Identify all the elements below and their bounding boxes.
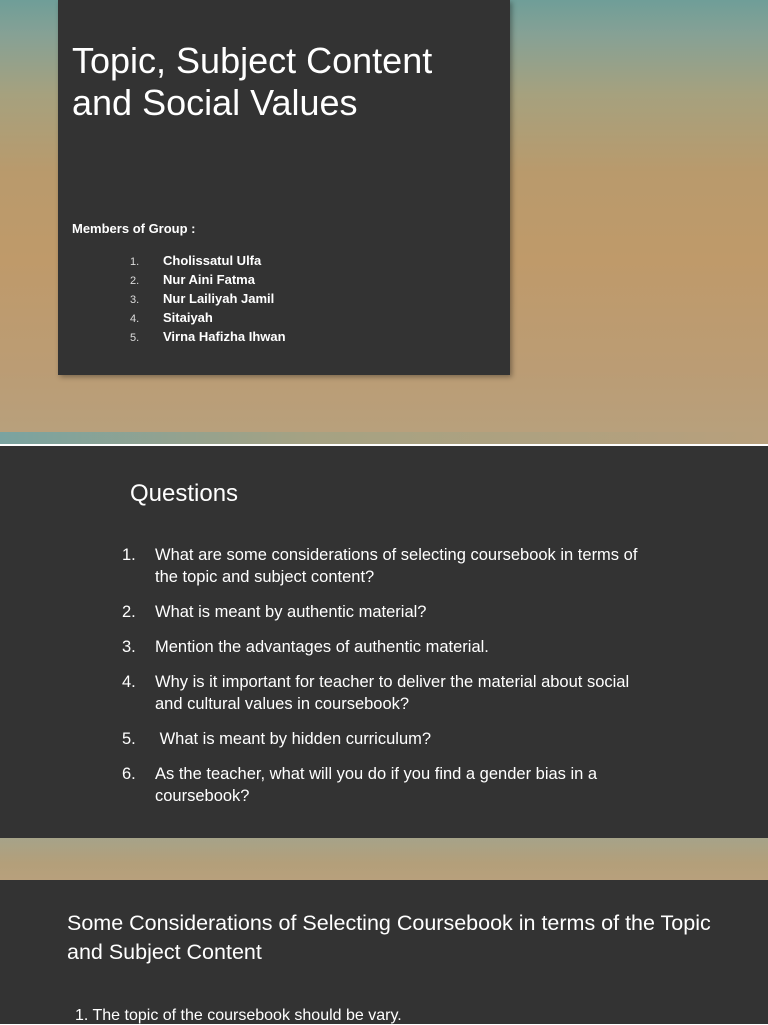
question-item	[122, 728, 642, 750]
member-item	[130, 253, 286, 272]
slide-title: Topic, Subject Content and Social Values	[72, 40, 433, 123]
member-number: 1.	[130, 256, 140, 268]
question-number: 2.	[122, 603, 136, 621]
members-list	[130, 253, 286, 348]
question-number: 6.	[122, 765, 136, 783]
member-number: 3.	[130, 294, 140, 306]
question-text: What is meant by authentic material?	[155, 603, 427, 621]
question-text: As the teacher, what will you do if you find a gender bias in a coursebook?	[155, 765, 598, 805]
title-slide	[0, 0, 768, 432]
question-item	[122, 763, 642, 807]
consideration-item: 1. The topic of the coursebook should be vary.	[75, 1007, 402, 1024]
questions-heading: Questions	[130, 480, 239, 507]
member-number: 4.	[130, 313, 140, 325]
question-number: 4.	[122, 673, 136, 691]
question-item	[122, 544, 642, 588]
question-item	[122, 636, 642, 658]
member-name: Sitaiyah	[163, 310, 213, 325]
member-number: 5.	[130, 332, 140, 344]
question-text: Mention the advantages of authentic material.	[155, 638, 489, 656]
question-text: What is meant by hidden curriculum?	[155, 730, 432, 748]
question-number: 5.	[122, 730, 136, 748]
member-item	[130, 310, 286, 329]
considerations-heading: Some Considerations of Selecting Coursebook in terms of the Topic and Subject Content	[67, 911, 711, 964]
questions-slide	[0, 446, 768, 838]
questions-list	[122, 544, 642, 820]
member-number: 2.	[130, 275, 140, 287]
question-text: What are some considerations of selecting coursebook in terms of the topic and subject content?	[155, 546, 638, 586]
title-panel	[58, 0, 510, 375]
member-name: Nur Aini Fatma	[163, 272, 255, 287]
slide-divider	[0, 432, 768, 444]
question-number: 3.	[122, 638, 136, 656]
member-item	[130, 272, 286, 291]
members-label: Members of Group :	[72, 221, 196, 236]
question-item	[122, 671, 642, 715]
question-text: Why is it important for teacher to deliver the material about social and cultural values in coursebook?	[155, 673, 630, 713]
question-number: 1.	[122, 546, 136, 564]
member-item	[130, 329, 286, 348]
question-item	[122, 601, 642, 623]
member-name: Nur Lailiyah Jamil	[163, 291, 275, 306]
considerations-slide	[0, 880, 768, 1024]
member-name: Virna Hafizha Ihwan	[163, 329, 286, 344]
member-name: Cholissatul Ulfa	[163, 253, 262, 268]
member-item	[130, 291, 286, 310]
slide-divider	[0, 838, 768, 880]
